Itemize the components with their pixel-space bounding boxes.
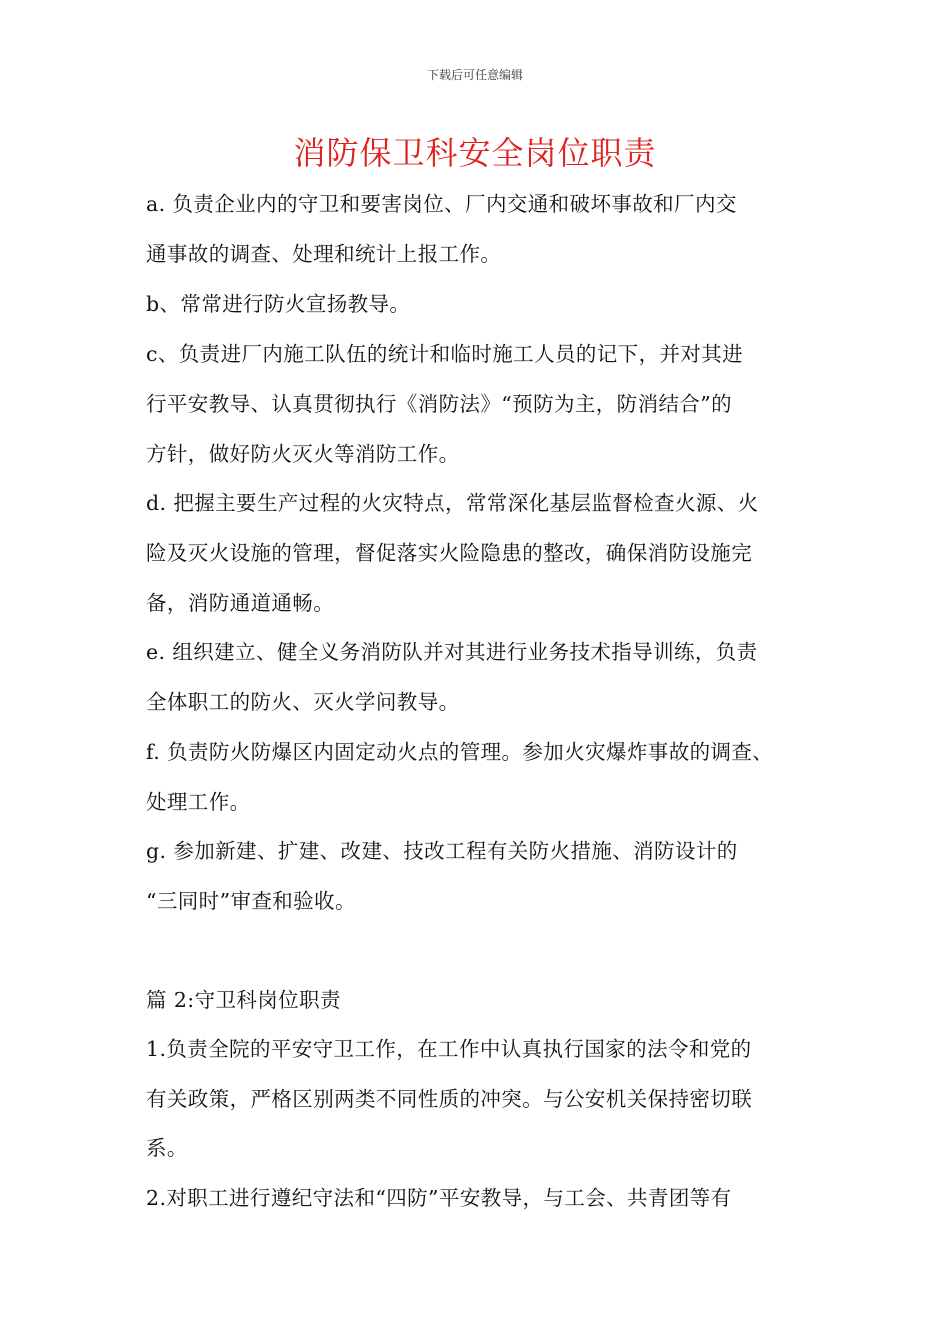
paragraph-line: 系。 xyxy=(146,1136,188,1160)
document-title: 消防保卫科安全岗位职责 xyxy=(293,134,657,172)
paragraph-line: 方针，做好防火灭火等消防工作。 xyxy=(146,442,460,466)
paragraph-line: d. 把握主要生产过程的火灾特点，常常深化基层监督检查火源、火 xyxy=(146,491,759,515)
paragraph-line: b、常常进行防火宣扬教导。 xyxy=(146,292,411,316)
paragraph-line: 备，消防通道通畅。 xyxy=(146,591,335,615)
paragraph-line: “三同时”审查和验收。 xyxy=(146,889,356,913)
paragraph-line: e. 组织建立、健全义务消防队并对其进行业务技术指导训练，负责 xyxy=(146,640,758,664)
paragraph-line: a. 负责企业内的守卫和要害岗位、厂内交通和破坏事故和厂内交 xyxy=(146,192,737,216)
paragraph-line: 行平安教导、认真贯彻执行《消防法》“预防为主，防消结合”的 xyxy=(146,392,733,416)
paragraph-line: 有关政策，严格区别两类不同性质的冲突。与公安机关保持密切联 xyxy=(146,1087,753,1111)
paragraph-line: 处理工作。 xyxy=(146,790,251,814)
section-heading: 篇 2:守卫科岗位职责 xyxy=(146,988,341,1012)
paragraph-line: 险及灭火设施的管理，督促落实火险隐患的整改，确保消防设施完 xyxy=(146,541,753,565)
paragraph-line: 1.负责全院的平安守卫工作，在工作中认真执行国家的法令和党的 xyxy=(146,1037,752,1061)
paragraph-line: 2.对职工进行遵纪守法和“四防”平安教导，与工会、共青团等有 xyxy=(146,1186,732,1210)
paragraph-line: c、负责进厂内施工队伍的统计和临时施工人员的记下，并对其进 xyxy=(146,342,744,366)
page-header-note: 下载后可任意编辑 xyxy=(426,68,523,82)
paragraph-line: 通事故的调查、处理和统计上报工作。 xyxy=(146,242,502,266)
paragraph-line: g. 参加新建、扩建、改建、技改工程有关防火措施、消防设计的 xyxy=(146,839,738,863)
paragraph-line: f. 负责防火防爆区内固定动火点的管理。参加火灾爆炸事故的调查、 xyxy=(146,740,774,764)
paragraph-line: 全体职工的防火、灭火学问教导。 xyxy=(146,690,460,714)
